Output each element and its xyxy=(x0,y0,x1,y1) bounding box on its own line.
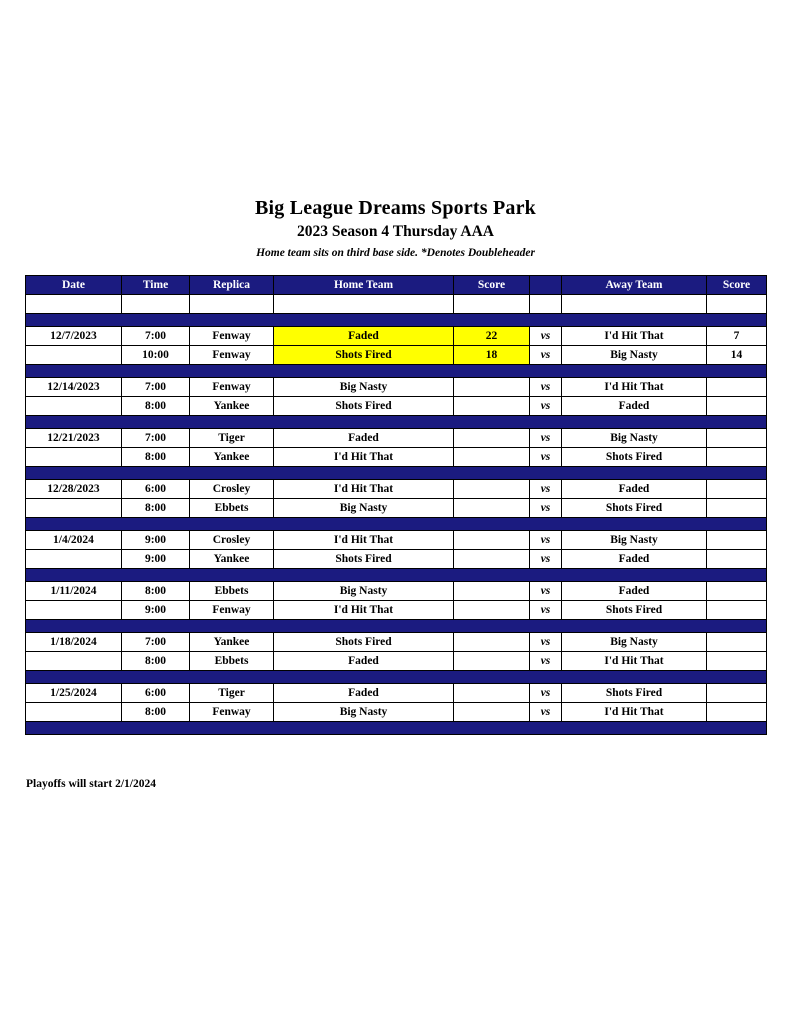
cell-replica: Ebbets xyxy=(190,652,274,671)
cell-away-team: Big Nasty xyxy=(562,633,707,652)
table-row xyxy=(26,601,767,620)
cell-time: 8:00 xyxy=(122,499,190,518)
cell-vs: vs xyxy=(530,327,562,346)
cell-date xyxy=(26,703,122,722)
separator-cell xyxy=(562,416,707,429)
table-row xyxy=(26,633,767,652)
separator-cell xyxy=(454,365,530,378)
cell-away-team: I'd Hit That xyxy=(562,652,707,671)
column-header-away-team: Away Team xyxy=(562,276,707,295)
table-row xyxy=(26,531,767,550)
separator-cell xyxy=(190,518,274,531)
separator-cell xyxy=(26,365,122,378)
cell-away-score xyxy=(707,652,767,671)
cell-time: 7:00 xyxy=(122,633,190,652)
separator-cell xyxy=(274,467,454,480)
cell-time: 8:00 xyxy=(122,652,190,671)
separator-cell xyxy=(274,314,454,327)
cell-home-team: Faded xyxy=(274,327,454,346)
cell-home-team: Shots Fired xyxy=(274,550,454,569)
separator-cell xyxy=(530,365,562,378)
separator-cell xyxy=(274,620,454,633)
cell-away-team: I'd Hit That xyxy=(562,703,707,722)
table-row xyxy=(26,499,767,518)
cell-away-score xyxy=(707,378,767,397)
cell-vs: vs xyxy=(530,582,562,601)
cell-away-score xyxy=(707,499,767,518)
cell-date xyxy=(26,499,122,518)
cell-vs: vs xyxy=(530,684,562,703)
cell-replica: Yankee xyxy=(190,550,274,569)
cell-away-score: 7 xyxy=(707,327,767,346)
blank-cell xyxy=(26,295,122,314)
cell-date: 12/21/2023 xyxy=(26,429,122,448)
cell-home-team: Big Nasty xyxy=(274,582,454,601)
table-row xyxy=(26,397,767,416)
blank-cell xyxy=(707,295,767,314)
table-row xyxy=(26,582,767,601)
separator-cell xyxy=(26,467,122,480)
table-header xyxy=(26,276,767,295)
table-row xyxy=(26,327,767,346)
column-header-replica: Replica xyxy=(190,276,274,295)
cell-away-team: I'd Hit That xyxy=(562,327,707,346)
cell-replica: Crosley xyxy=(190,531,274,550)
cell-time: 8:00 xyxy=(122,448,190,467)
schedule-table xyxy=(25,275,767,735)
separator-cell xyxy=(707,467,767,480)
cell-away-score xyxy=(707,397,767,416)
separator-cell xyxy=(190,722,274,735)
blank-row xyxy=(26,295,767,314)
separator-cell xyxy=(190,365,274,378)
separator-band xyxy=(26,518,767,531)
separator-cell xyxy=(190,467,274,480)
separator-cell xyxy=(707,620,767,633)
column-header-time: Time xyxy=(122,276,190,295)
cell-home-score: 22 xyxy=(454,327,530,346)
separator-cell xyxy=(707,416,767,429)
cell-home-team: Faded xyxy=(274,652,454,671)
cell-home-score xyxy=(454,499,530,518)
blank-cell xyxy=(562,295,707,314)
separator-band xyxy=(26,620,767,633)
cell-replica: Fenway xyxy=(190,327,274,346)
cell-date: 12/7/2023 xyxy=(26,327,122,346)
column-header-away-score: Score xyxy=(707,276,767,295)
separator-cell xyxy=(454,467,530,480)
cell-replica: Tiger xyxy=(190,684,274,703)
cell-home-team: Shots Fired xyxy=(274,346,454,365)
separator-cell xyxy=(530,416,562,429)
cell-date xyxy=(26,397,122,416)
cell-away-score xyxy=(707,684,767,703)
cell-vs: vs xyxy=(530,652,562,671)
cell-away-score xyxy=(707,429,767,448)
cell-vs: vs xyxy=(530,448,562,467)
separator-cell xyxy=(26,569,122,582)
cell-away-team: Big Nasty xyxy=(562,346,707,365)
cell-away-score xyxy=(707,703,767,722)
page-title: Big League Dreams Sports Park xyxy=(255,197,536,219)
separator-cell xyxy=(190,569,274,582)
cell-date: 1/4/2024 xyxy=(26,531,122,550)
cell-home-team: Faded xyxy=(274,684,454,703)
separator-cell xyxy=(274,365,454,378)
cell-vs: vs xyxy=(530,378,562,397)
cell-home-score xyxy=(454,684,530,703)
cell-vs: vs xyxy=(530,531,562,550)
separator-cell xyxy=(562,620,707,633)
cell-away-score xyxy=(707,550,767,569)
cell-home-team: I'd Hit That xyxy=(274,601,454,620)
cell-replica: Ebbets xyxy=(190,582,274,601)
cell-date xyxy=(26,601,122,620)
table-row xyxy=(26,346,767,365)
separator-cell xyxy=(562,314,707,327)
cell-home-score xyxy=(454,480,530,499)
separator-cell xyxy=(707,671,767,684)
separator-cell xyxy=(454,620,530,633)
cell-time: 8:00 xyxy=(122,582,190,601)
separator-cell xyxy=(190,416,274,429)
separator-band xyxy=(26,722,767,735)
separator-cell xyxy=(562,518,707,531)
cell-home-score: 18 xyxy=(454,346,530,365)
cell-home-score xyxy=(454,582,530,601)
cell-away-team: Faded xyxy=(562,550,707,569)
separator-cell xyxy=(274,671,454,684)
separator-cell xyxy=(454,416,530,429)
separator-band xyxy=(26,569,767,582)
separator-band xyxy=(26,671,767,684)
cell-home-score xyxy=(454,531,530,550)
cell-time: 6:00 xyxy=(122,480,190,499)
column-header-date: Date xyxy=(26,276,122,295)
page-subtitle: 2023 Season 4 Thursday AAA xyxy=(297,223,494,240)
cell-date: 12/14/2023 xyxy=(26,378,122,397)
table-row xyxy=(26,480,767,499)
cell-vs: vs xyxy=(530,397,562,416)
separator-cell xyxy=(707,365,767,378)
cell-home-team: Shots Fired xyxy=(274,633,454,652)
separator-cell xyxy=(122,620,190,633)
blank-cell xyxy=(454,295,530,314)
cell-vs: vs xyxy=(530,633,562,652)
cell-vs: vs xyxy=(530,601,562,620)
separator-band xyxy=(26,365,767,378)
cell-away-score xyxy=(707,531,767,550)
cell-time: 10:00 xyxy=(122,346,190,365)
table-row xyxy=(26,684,767,703)
blank-cell xyxy=(530,295,562,314)
cell-home-team: I'd Hit That xyxy=(274,448,454,467)
separator-cell xyxy=(454,569,530,582)
title-block xyxy=(0,196,791,261)
separator-cell xyxy=(530,314,562,327)
cell-away-team: Big Nasty xyxy=(562,429,707,448)
separator-cell xyxy=(274,416,454,429)
cell-away-score xyxy=(707,448,767,467)
separator-cell xyxy=(274,518,454,531)
separator-cell xyxy=(122,416,190,429)
separator-cell xyxy=(707,518,767,531)
cell-away-team: Shots Fired xyxy=(562,601,707,620)
cell-time: 8:00 xyxy=(122,703,190,722)
cell-replica: Fenway xyxy=(190,346,274,365)
separator-cell xyxy=(707,722,767,735)
blank-cell xyxy=(274,295,454,314)
cell-away-team: Faded xyxy=(562,582,707,601)
separator-cell xyxy=(530,467,562,480)
separator-cell xyxy=(454,314,530,327)
cell-home-score xyxy=(454,633,530,652)
cell-date: 1/25/2024 xyxy=(26,684,122,703)
table-row xyxy=(26,703,767,722)
cell-replica: Crosley xyxy=(190,480,274,499)
separator-cell xyxy=(122,467,190,480)
separator-cell xyxy=(26,518,122,531)
cell-time: 8:00 xyxy=(122,397,190,416)
separator-cell xyxy=(26,314,122,327)
cell-time: 7:00 xyxy=(122,378,190,397)
column-header-vs-spacer xyxy=(530,276,562,295)
cell-time: 7:00 xyxy=(122,327,190,346)
separator-cell xyxy=(26,671,122,684)
cell-date: 1/11/2024 xyxy=(26,582,122,601)
footer-note: Playoffs will start 2/1/2024 xyxy=(26,778,156,790)
cell-replica: Fenway xyxy=(190,703,274,722)
cell-replica: Fenway xyxy=(190,378,274,397)
cell-vs: vs xyxy=(530,550,562,569)
cell-date: 1/18/2024 xyxy=(26,633,122,652)
separator-cell xyxy=(190,620,274,633)
cell-home-team: Big Nasty xyxy=(274,499,454,518)
cell-replica: Yankee xyxy=(190,633,274,652)
cell-home-score xyxy=(454,448,530,467)
cell-date xyxy=(26,652,122,671)
cell-date xyxy=(26,448,122,467)
cell-home-score xyxy=(454,601,530,620)
cell-away-team: I'd Hit That xyxy=(562,378,707,397)
separator-cell xyxy=(454,671,530,684)
cell-time: 9:00 xyxy=(122,601,190,620)
cell-time: 6:00 xyxy=(122,684,190,703)
cell-away-score: 14 xyxy=(707,346,767,365)
cell-replica: Ebbets xyxy=(190,499,274,518)
blank-cell xyxy=(122,295,190,314)
cell-home-score xyxy=(454,652,530,671)
separator-cell xyxy=(562,467,707,480)
cell-date: 12/28/2023 xyxy=(26,480,122,499)
table-row xyxy=(26,429,767,448)
separator-cell xyxy=(530,671,562,684)
separator-cell xyxy=(707,569,767,582)
cell-home-score xyxy=(454,550,530,569)
cell-away-team: Faded xyxy=(562,480,707,499)
separator-cell xyxy=(530,722,562,735)
table-body xyxy=(26,295,767,735)
cell-home-score xyxy=(454,429,530,448)
separator-cell xyxy=(530,620,562,633)
separator-cell xyxy=(26,620,122,633)
separator-cell xyxy=(454,518,530,531)
cell-home-score xyxy=(454,397,530,416)
cell-vs: vs xyxy=(530,703,562,722)
cell-away-team: Shots Fired xyxy=(562,499,707,518)
cell-replica: Yankee xyxy=(190,448,274,467)
separator-cell xyxy=(122,314,190,327)
separator-cell xyxy=(122,365,190,378)
separator-cell xyxy=(122,569,190,582)
cell-away-score xyxy=(707,633,767,652)
separator-cell xyxy=(26,722,122,735)
separator-band xyxy=(26,467,767,480)
cell-home-score xyxy=(454,378,530,397)
cell-vs: vs xyxy=(530,499,562,518)
cell-away-score xyxy=(707,582,767,601)
separator-cell xyxy=(530,569,562,582)
separator-cell xyxy=(562,365,707,378)
page-note: Home team sits on third base side. *Denotes Doubleheader xyxy=(256,247,535,259)
column-header-home-score: Score xyxy=(454,276,530,295)
cell-vs: vs xyxy=(530,480,562,499)
separator-cell xyxy=(530,518,562,531)
cell-replica: Fenway xyxy=(190,601,274,620)
separator-band xyxy=(26,416,767,429)
separator-cell xyxy=(190,671,274,684)
separator-cell xyxy=(454,722,530,735)
cell-home-team: Faded xyxy=(274,429,454,448)
separator-cell xyxy=(122,518,190,531)
cell-home-score xyxy=(454,703,530,722)
column-header-home-team: Home Team xyxy=(274,276,454,295)
cell-away-team: Big Nasty xyxy=(562,531,707,550)
cell-away-score xyxy=(707,480,767,499)
cell-time: 9:00 xyxy=(122,550,190,569)
separator-cell xyxy=(562,569,707,582)
cell-away-team: Shots Fired xyxy=(562,684,707,703)
separator-band xyxy=(26,314,767,327)
cell-home-team: Shots Fired xyxy=(274,397,454,416)
table-row xyxy=(26,550,767,569)
cell-replica: Yankee xyxy=(190,397,274,416)
cell-away-team: Faded xyxy=(562,397,707,416)
cell-home-team: I'd Hit That xyxy=(274,480,454,499)
separator-cell xyxy=(122,722,190,735)
separator-cell xyxy=(190,314,274,327)
cell-home-team: Big Nasty xyxy=(274,378,454,397)
cell-date xyxy=(26,346,122,365)
cell-away-team: Shots Fired xyxy=(562,448,707,467)
header-row xyxy=(26,276,767,295)
separator-cell xyxy=(274,722,454,735)
blank-cell xyxy=(190,295,274,314)
separator-cell xyxy=(562,671,707,684)
cell-away-score xyxy=(707,601,767,620)
separator-cell xyxy=(562,722,707,735)
cell-vs: vs xyxy=(530,346,562,365)
separator-cell xyxy=(122,671,190,684)
cell-home-team: Big Nasty xyxy=(274,703,454,722)
separator-cell xyxy=(26,416,122,429)
cell-time: 9:00 xyxy=(122,531,190,550)
table-row xyxy=(26,378,767,397)
table-row xyxy=(26,448,767,467)
cell-home-team: I'd Hit That xyxy=(274,531,454,550)
cell-time: 7:00 xyxy=(122,429,190,448)
separator-cell xyxy=(274,569,454,582)
separator-cell xyxy=(707,314,767,327)
cell-vs: vs xyxy=(530,429,562,448)
table-row xyxy=(26,652,767,671)
cell-replica: Tiger xyxy=(190,429,274,448)
cell-date xyxy=(26,550,122,569)
